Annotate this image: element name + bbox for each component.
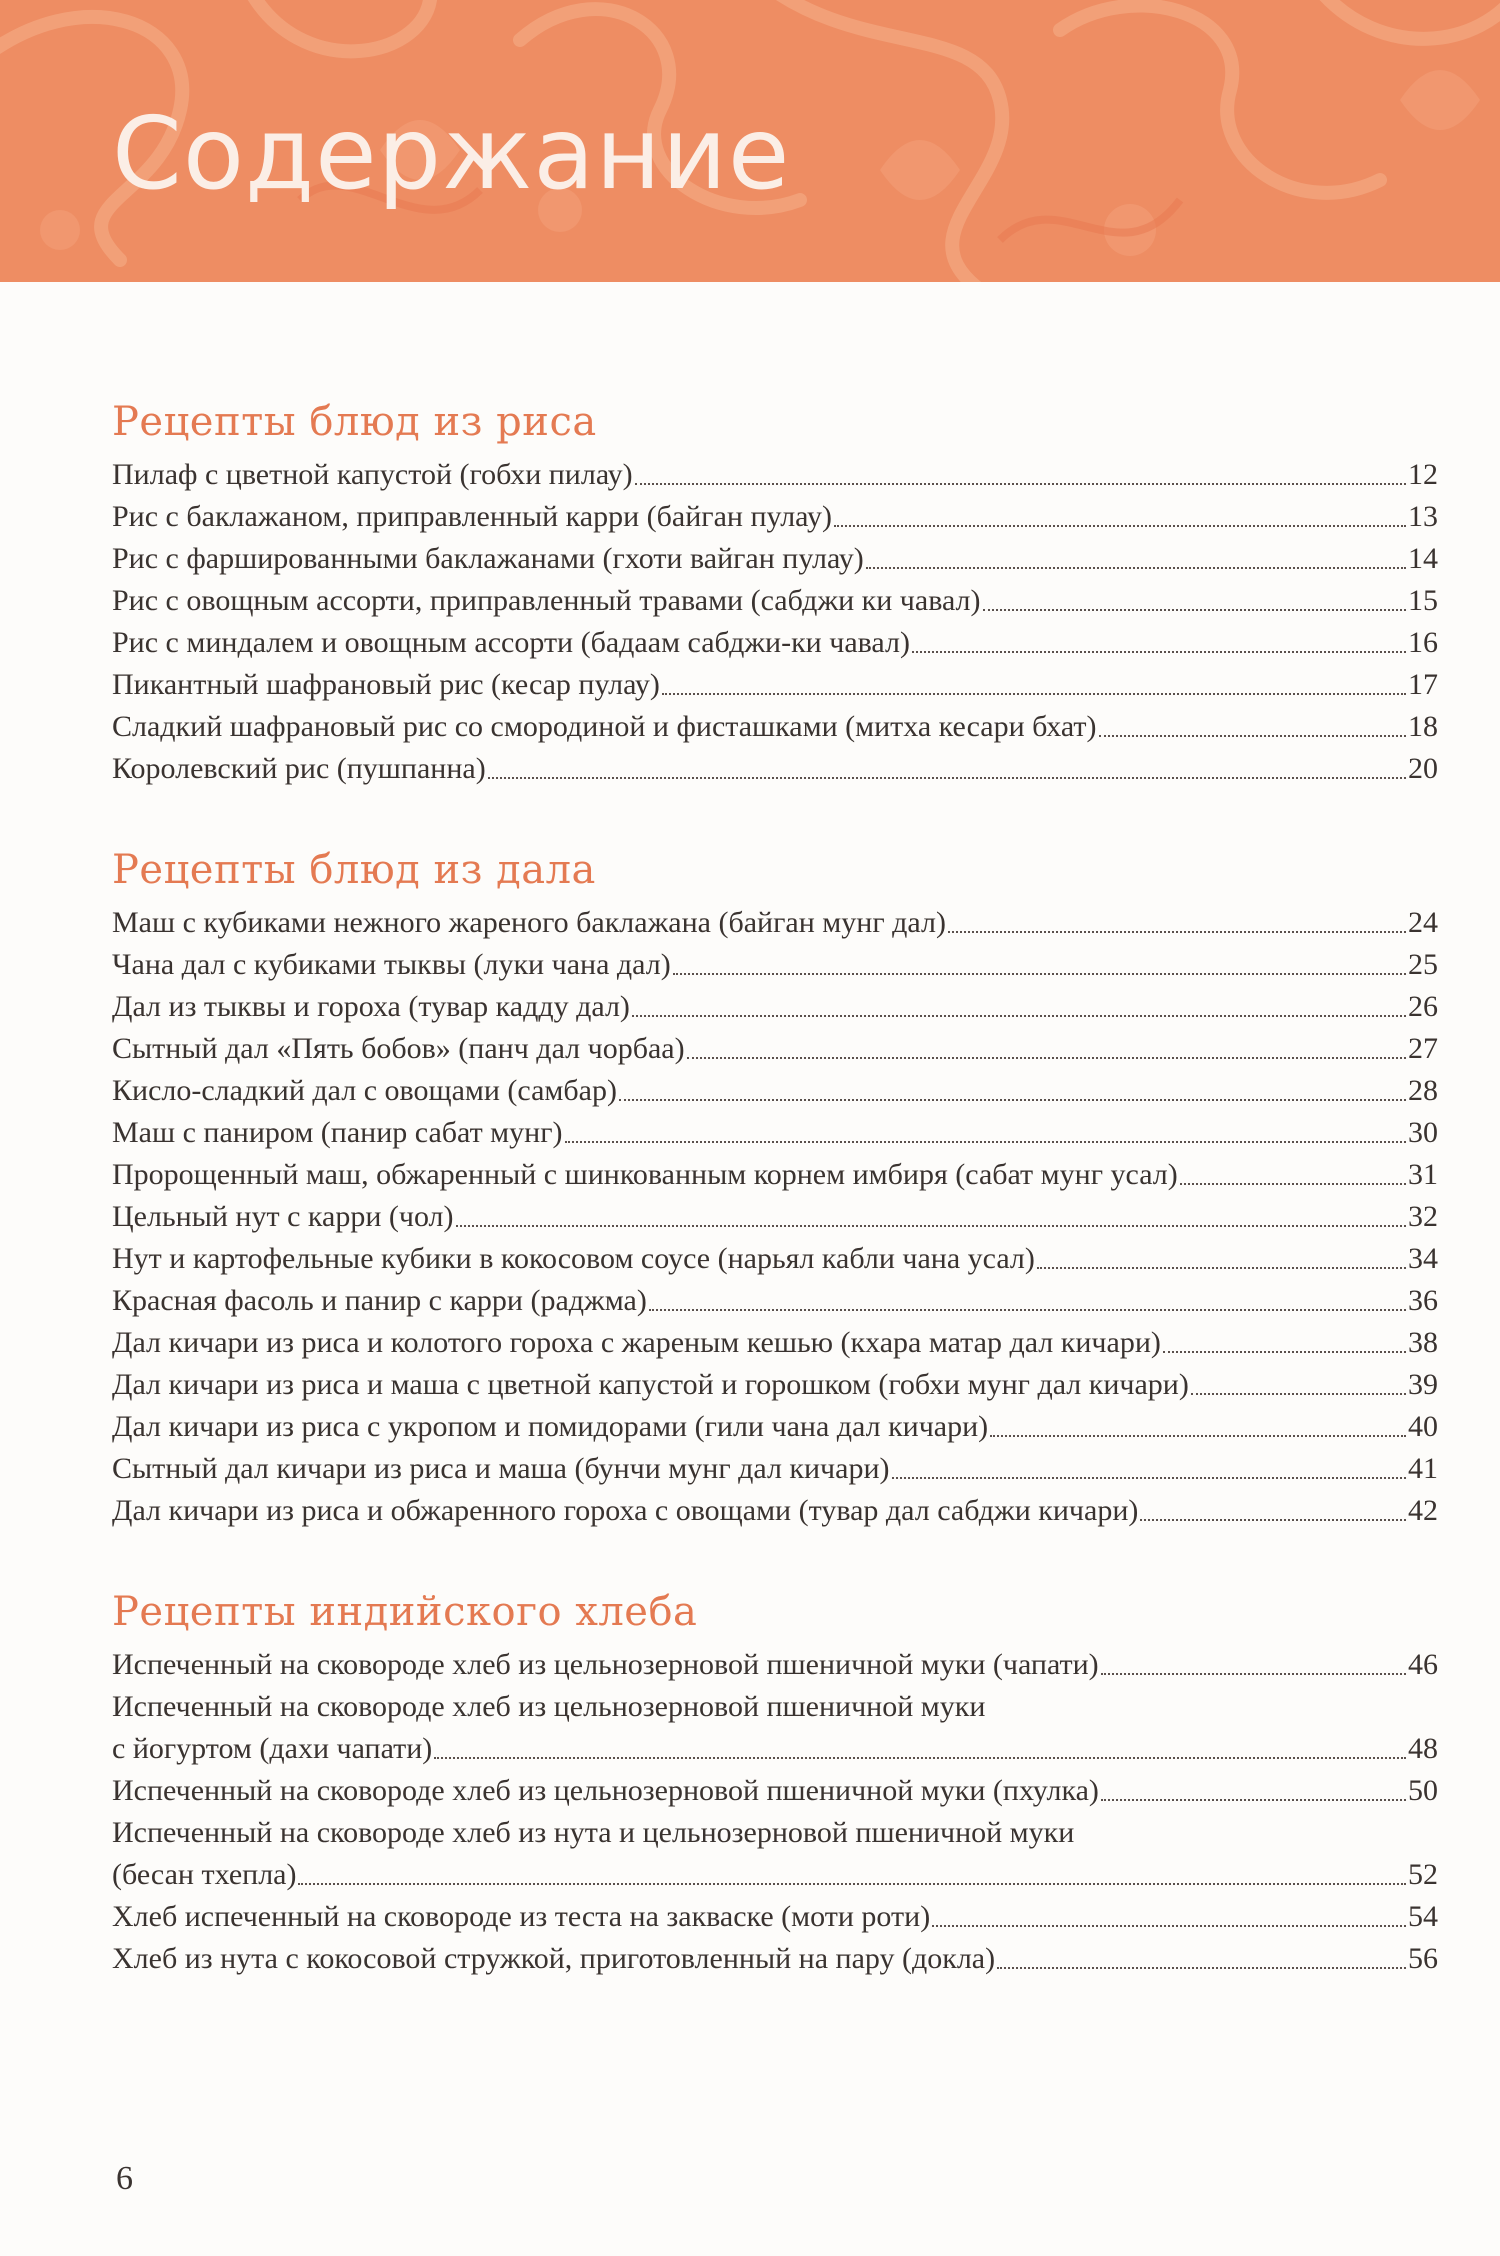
- entry-page: 41: [1408, 1452, 1438, 1485]
- dot-leader: [866, 567, 1406, 569]
- section-title: Рецепты индийского хлеба: [112, 1589, 698, 1635]
- dot-leader: [1140, 1519, 1406, 1521]
- toc-entry[interactable]: [112, 944, 1438, 986]
- toc-entry[interactable]: [112, 1238, 1438, 1280]
- toc-entry[interactable]: [112, 1896, 1438, 1938]
- entry-title-continued: (бесан тхепла): [112, 1858, 297, 1891]
- entry-title: Красная фасоль и панир с карри (раджма): [112, 1284, 647, 1317]
- dot-leader: [298, 1883, 1406, 1885]
- toc-entry[interactable]: [112, 1938, 1438, 1980]
- dot-leader: [912, 651, 1406, 653]
- entry-page: 24: [1408, 906, 1438, 939]
- toc-entry[interactable]: [112, 1812, 1438, 1896]
- dot-leader: [619, 1099, 1406, 1101]
- dot-leader: [635, 483, 1406, 485]
- toc-entry[interactable]: [112, 1490, 1438, 1532]
- dot-leader: [434, 1757, 1406, 1759]
- section-bread: [112, 1582, 1438, 1980]
- toc-entry[interactable]: [112, 454, 1438, 496]
- dot-leader: [1099, 735, 1407, 737]
- dot-leader: [488, 777, 1406, 779]
- entry-title: Дал из тыквы и гороха (тувар кадду дал): [112, 990, 630, 1023]
- entry-title: Хлеб из нута с кокосовой стружкой, приготовленный на пару (докла): [112, 1942, 996, 1975]
- entry-title: Чана дал с кубиками тыквы (луки чана дал): [112, 948, 671, 981]
- entry-page: 17: [1408, 668, 1438, 701]
- entry-page: 26: [1408, 990, 1438, 1023]
- entry-page: 38: [1408, 1326, 1438, 1359]
- dot-leader: [687, 1057, 1406, 1059]
- entry-page: 42: [1408, 1494, 1438, 1527]
- dot-leader: [1101, 1799, 1406, 1801]
- dot-leader: [948, 931, 1406, 933]
- entry-title: Рис с фаршированными баклажанами (гхоти вайган пулау): [112, 542, 864, 575]
- entry-page: 50: [1408, 1774, 1438, 1807]
- toc-entry[interactable]: [112, 1322, 1438, 1364]
- entry-title: Испеченный на сковороде хлеб из нута и цельнозерновой пшеничной муки: [112, 1816, 1075, 1849]
- section-title: Рецепты блюд из дала: [112, 847, 596, 893]
- dot-leader: [1163, 1351, 1406, 1353]
- entry-title: Дал кичари из риса и колотого гороха с жареным кешью (кхара матар дал кичари): [112, 1326, 1161, 1359]
- entry-page: 15: [1408, 584, 1438, 617]
- entry-title: Рис с миндалем и овощным ассорти (бадаам сабджи-ки чавал): [112, 626, 910, 659]
- entry-page: 25: [1408, 948, 1438, 981]
- section-title: Рецепты блюд из риса: [112, 399, 597, 445]
- entry-page: 34: [1408, 1242, 1438, 1275]
- entry-title: Сытный дал «Пять бобов» (панч дал чорбаа): [112, 1032, 685, 1065]
- entry-page: 18: [1408, 710, 1438, 743]
- dot-leader: [997, 1967, 1406, 1969]
- entry-title: Дал кичари из риса и обжаренного гороха с овощами (тувар дал сабджи кичари): [112, 1494, 1139, 1527]
- entry-title: Испеченный на сковороде хлеб из цельнозерновой пшеничной муки (пхулка): [112, 1774, 1099, 1807]
- dot-leader: [892, 1477, 1406, 1479]
- entry-title: Нут и картофельные кубики в кокосовом соусе (нарьял кабли чана усал): [112, 1242, 1035, 1275]
- entry-page: 30: [1408, 1116, 1438, 1149]
- entry-page: 52: [1408, 1858, 1438, 1891]
- dot-leader: [1101, 1673, 1406, 1675]
- entry-title: Пикантный шафрановый рис (кесар пулау): [112, 668, 660, 701]
- entry-title: Сладкий шафрановый рис со смородиной и фисташками (митха кесари бхат): [112, 710, 1097, 743]
- entry-title: Хлеб испеченный на сковороде из теста на закваске (моти роти): [112, 1900, 931, 1933]
- dot-leader: [565, 1141, 1406, 1143]
- entry-page: 39: [1408, 1368, 1438, 1401]
- entry-page: 40: [1408, 1410, 1438, 1443]
- toc-entry[interactable]: [112, 986, 1438, 1028]
- entry-page: 20: [1408, 752, 1438, 785]
- entry-title: Цельный нут с карри (чол): [112, 1200, 454, 1233]
- entry-page: 48: [1408, 1732, 1438, 1765]
- toc-entry[interactable]: [112, 1154, 1438, 1196]
- entry-page: 13: [1408, 500, 1438, 533]
- toc-entry[interactable]: [112, 902, 1438, 944]
- entry-title: Пилаф с цветной капустой (гобхи пилау): [112, 458, 633, 491]
- dot-leader: [632, 1015, 1406, 1017]
- dot-leader: [662, 693, 1406, 695]
- toc-entry[interactable]: [112, 748, 1438, 790]
- toc-entry[interactable]: [112, 1280, 1438, 1322]
- entry-title: Дал кичари из риса с укропом и помидорами (гили чана дал кичари): [112, 1410, 989, 1443]
- header-banner: [0, 0, 1500, 282]
- toc-entry[interactable]: [112, 1028, 1438, 1070]
- entry-title: Маш с паниром (панир сабат мунг): [112, 1116, 563, 1149]
- table-of-contents: [112, 392, 1438, 1980]
- entry-title: Пророщенный маш, обжаренный с шинкованным корнем имбиря (сабат мунг усал): [112, 1158, 1178, 1191]
- toc-entry[interactable]: [112, 1070, 1438, 1112]
- entry-title: Испеченный на сковороде хлеб из цельнозерновой пшеничной муки: [112, 1690, 986, 1723]
- dot-leader: [673, 973, 1406, 975]
- entry-title: Рис с овощным ассорти, приправленный травами (сабджи ки чавал): [112, 584, 981, 617]
- entry-page: 12: [1408, 458, 1438, 491]
- section-rice: [112, 392, 1438, 790]
- entry-title: Испеченный на сковороде хлеб из цельнозерновой пшеничной муки (чапати): [112, 1648, 1099, 1681]
- dot-leader: [649, 1309, 1406, 1311]
- dot-leader: [990, 1435, 1406, 1437]
- toc-entry[interactable]: [112, 580, 1438, 622]
- entry-page: 46: [1408, 1648, 1438, 1681]
- entry-title-continued: с йогуртом (дахи чапати): [112, 1732, 433, 1765]
- toc-entry[interactable]: [112, 538, 1438, 580]
- entry-page: 32: [1408, 1200, 1438, 1233]
- toc-entry[interactable]: [112, 1112, 1438, 1154]
- entry-title: Королевский рис (пушпанна): [112, 752, 486, 785]
- entry-page: 28: [1408, 1074, 1438, 1107]
- section-dal: [112, 840, 1438, 1532]
- entry-title: Дал кичари из риса и маша с цветной капустой и горошком (гобхи мунг дал кичари): [112, 1368, 1189, 1401]
- page-title: Содержание: [112, 95, 791, 212]
- toc-entry[interactable]: [112, 496, 1438, 538]
- dot-leader: [1191, 1393, 1406, 1395]
- entry-page: 16: [1408, 626, 1438, 659]
- page-number: 6: [116, 2160, 133, 2197]
- toc-entry[interactable]: [112, 1448, 1438, 1490]
- toc-entry[interactable]: [112, 1364, 1438, 1406]
- entry-title: Рис с баклажаном, приправленный карри (байган пулау): [112, 500, 832, 533]
- entry-page: 54: [1408, 1900, 1438, 1933]
- toc-entry[interactable]: [112, 1196, 1438, 1238]
- toc-entry[interactable]: [112, 622, 1438, 664]
- toc-entry[interactable]: [112, 1644, 1438, 1686]
- entry-title: Маш с кубиками нежного жареного баклажана (байган мунг дал): [112, 906, 946, 939]
- dot-leader: [1037, 1267, 1406, 1269]
- dot-leader: [932, 1925, 1406, 1927]
- entry-page: 56: [1408, 1942, 1438, 1975]
- entry-page: 36: [1408, 1284, 1438, 1317]
- dot-leader: [1180, 1183, 1406, 1185]
- entry-title: Сытный дал кичари из риса и маша (бунчи мунг дал кичари): [112, 1452, 890, 1485]
- entry-page: 31: [1408, 1158, 1438, 1191]
- dot-leader: [834, 525, 1406, 527]
- toc-entry[interactable]: [112, 664, 1438, 706]
- toc-entry[interactable]: [112, 1406, 1438, 1448]
- entry-page: 27: [1408, 1032, 1438, 1065]
- entry-title: Кисло-сладкий дал с овощами (самбар): [112, 1074, 617, 1107]
- toc-entry[interactable]: [112, 1686, 1438, 1770]
- dot-leader: [983, 609, 1406, 611]
- dot-leader: [456, 1225, 1406, 1227]
- toc-entry[interactable]: [112, 1770, 1438, 1812]
- entry-page: 14: [1408, 542, 1438, 575]
- toc-entry[interactable]: [112, 706, 1438, 748]
